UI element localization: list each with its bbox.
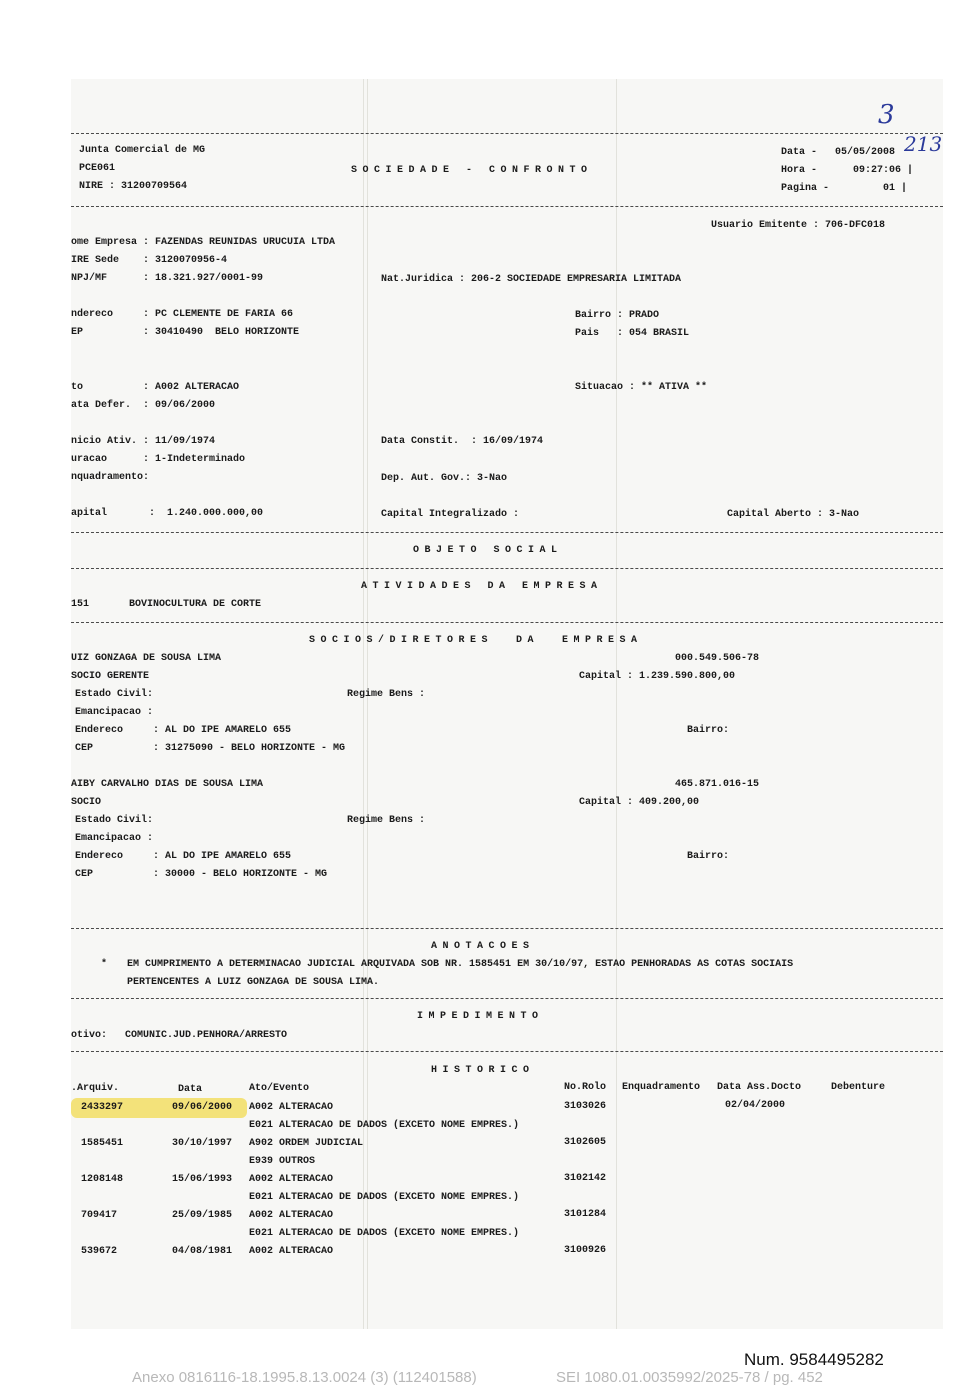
row-rolo: 3101284: [564, 1209, 607, 1220]
separator: [71, 133, 943, 134]
report-page: Pagina - 01 |: [781, 183, 908, 194]
sei-reference: SEI 1080.01.0035992/2025-78 / pg. 452: [556, 1369, 823, 1386]
data-constit: Data Constit. : 16/09/1974: [381, 436, 544, 447]
bairro: Bairro : PRADO: [575, 310, 660, 321]
row-data: 15/06/1993: [172, 1174, 233, 1185]
row-evento: E021 ALTERACAO DE DADOS (EXCETO NOME EMPRES.): [249, 1228, 520, 1239]
separator: [71, 928, 943, 929]
socio-nome: AIBY CARVALHO DIAS DE SOUSA LIMA: [71, 779, 264, 790]
handwritten-page-number: 3: [878, 100, 895, 130]
nome-empresa: ome Empresa : FAZENDAS REUNIDAS URUCUIA LTDA: [71, 237, 336, 248]
socio-bairro: Bairro:: [687, 851, 730, 862]
atividade-code: 151: [71, 599, 90, 610]
cnpj: NPJ/MF : 18.321.927/0001-99: [71, 273, 264, 284]
document-title: SOCIEDADE - CONFRONTO: [351, 165, 593, 176]
socio-emancipacao: Emancipacao :: [75, 833, 154, 844]
row-evento: E021 ALTERACAO DE DADOS (EXCETO NOME EMPRES.): [249, 1120, 520, 1131]
nire-header: NIRE : 31200709564: [79, 181, 188, 192]
row-ato: A002 ALTERACAO: [249, 1174, 334, 1185]
anotacao-bullet: *: [101, 959, 108, 970]
socio-cargo: SOCIO: [71, 797, 102, 808]
row-ato: A002 ALTERACAO: [249, 1102, 334, 1113]
row-arquiv: 2433297: [81, 1102, 124, 1113]
usuario-emitente: Usuario Emitente : 706-DFC018: [711, 220, 886, 231]
socio-capital: Capital : 409.200,00: [579, 797, 700, 808]
row-rolo: 3103026: [564, 1101, 607, 1112]
socio-regime-bens: Regime Bens :: [347, 689, 426, 700]
row-data: 25/09/1985: [172, 1210, 233, 1221]
row-evento: E939 OUTROS: [249, 1156, 316, 1167]
nire-sede: IRE Sede : 3120070956-4: [71, 255, 228, 266]
row-rolo: 3102142: [564, 1173, 607, 1184]
anexo-reference: Anexo 0816116-18.1995.8.13.0024 (3) (112401588): [132, 1369, 477, 1386]
socio-cpf: 000.549.506-78: [675, 653, 760, 664]
separator: [71, 568, 943, 569]
socio-estado-civil: Estado Civil:: [75, 815, 154, 826]
document-number: Num. 9584495282: [744, 1350, 884, 1369]
row-evento: E021 ALTERACAO DE DADOS (EXCETO NOME EMPRES.): [249, 1192, 520, 1203]
row-data: 04/08/1981: [172, 1246, 233, 1257]
socio-regime-bens: Regime Bens :: [347, 815, 426, 826]
section-socios: SOCIOS/DIRETORES DA EMPRESA: [309, 635, 643, 646]
separator: [71, 206, 943, 207]
handwritten-page-number: 213: [904, 132, 943, 156]
col-header-debenture: Debenture: [831, 1082, 886, 1093]
section-impedimento: IMPEDIMENTO: [417, 1011, 544, 1022]
org-name: Junta Comercial de MG: [79, 145, 206, 156]
row-arquiv: 1208148: [81, 1174, 124, 1185]
enquadramento: nquadramento:: [71, 472, 150, 483]
row-arquiv: 709417: [81, 1210, 118, 1221]
separator: [71, 1051, 943, 1052]
fold-line: [616, 79, 617, 1329]
socio-estado-civil: Estado Civil:: [75, 689, 154, 700]
report-date: Data - 05/05/2008: [781, 147, 896, 158]
row-arquiv: 1585451: [81, 1138, 124, 1149]
col-header-rolo: No.Rolo: [564, 1082, 607, 1093]
row-data: 30/10/1997: [172, 1138, 233, 1149]
row-data: 09/06/2000: [172, 1102, 233, 1113]
inicio-ativ: nicio Ativ. : 11/09/1974: [71, 436, 216, 447]
row-ato: A002 ALTERACAO: [249, 1210, 334, 1221]
atividade-desc: BOVINOCULTURA DE CORTE: [129, 599, 262, 610]
pais: Pais : 054 BRASIL: [575, 328, 690, 339]
socio-emancipacao: Emancipacao :: [75, 707, 154, 718]
data-defer: ata Defer. : 09/06/2000: [71, 400, 216, 411]
duracao: uracao : 1-Indeterminado: [71, 454, 246, 465]
socio-nome: UIZ GONZAGA DE SOUSA LIMA: [71, 653, 222, 664]
capital-integralizado: Capital Integralizado :: [381, 509, 520, 520]
socio-capital: Capital : 1.239.590.800,00: [579, 671, 736, 682]
socio-cep: CEP : 31275090 - BELO HORIZONTE - MG: [75, 743, 346, 754]
col-header-ato: Ato/Evento: [249, 1083, 310, 1094]
report-time: Hora - 09:27:06 |: [781, 165, 914, 176]
separator: [71, 622, 943, 623]
socio-cep: CEP : 30000 - BELO HORIZONTE - MG: [75, 869, 328, 880]
section-objeto-social: OBJETO SOCIAL: [413, 545, 563, 556]
scanned-document: [71, 79, 943, 1329]
socio-endereco: Endereco : AL DO IPE AMARELO 655: [75, 725, 292, 736]
anotacao-line: PERTENCENTES A LUIZ GONZAGA DE SOUSA LIMA.: [127, 977, 380, 988]
socio-cpf: 465.871.016-15: [675, 779, 760, 790]
section-historico: HISTORICO: [431, 1065, 535, 1076]
row-ato: A902 ORDEM JUDICIAL: [249, 1138, 364, 1149]
row-rolo: 3100926: [564, 1245, 607, 1256]
endereco: ndereco : PC CLEMENTE DE FARIA 66: [71, 309, 294, 320]
section-atividades: ATIVIDADES DA EMPRESA: [361, 581, 603, 592]
fold-line: [363, 79, 364, 1329]
impedimento-motivo: otivo: COMUNIC.JUD.PENHORA/ARRESTO: [71, 1030, 288, 1041]
socio-cargo: SOCIO GERENTE: [71, 671, 150, 682]
program-code: PCE061: [79, 163, 116, 174]
capital-aberto: Capital Aberto : 3-Nao: [727, 509, 860, 520]
cep: EP : 30410490 BELO HORIZONTE: [71, 327, 300, 338]
fold-line: [367, 79, 368, 1329]
separator: [71, 532, 943, 533]
situacao: Situacao : ** ATIVA **: [575, 382, 708, 393]
row-arquiv: 539672: [81, 1246, 118, 1257]
col-header-arquiv: .Arquiv.: [71, 1083, 120, 1094]
col-header-data: Data: [178, 1084, 203, 1095]
row-ato: A002 ALTERACAO: [249, 1246, 334, 1257]
col-header-ass-docto: Data Ass.Docto: [717, 1082, 802, 1093]
nat-juridica: Nat.Juridica : 206-2 SOCIEDADE EMPRESARIA LIMITADA: [381, 274, 682, 285]
socio-endereco: Endereco : AL DO IPE AMARELO 655: [75, 851, 292, 862]
capital: apital : 1.240.000.000,00: [71, 508, 264, 519]
row-rolo: 3102605: [564, 1137, 607, 1148]
socio-bairro: Bairro:: [687, 725, 730, 736]
section-anotacoes: ANOTACOES: [431, 941, 535, 952]
ato: to : A002 ALTERACAO: [71, 382, 240, 393]
col-header-enquadramento: Enquadramento: [622, 1082, 701, 1093]
separator: [71, 998, 943, 999]
anotacao-line: EM CUMPRIMENTO A DETERMINACAO JUDICIAL ARQUIVADA SOB NR. 1585451 EM 30/10/97, ESTAO PENHORADAS AS COTAS SOCIAIS: [127, 959, 794, 970]
row-ass-docto: 02/04/2000: [725, 1100, 786, 1111]
dep-aut-gov: Dep. Aut. Gov.: 3-Nao: [381, 473, 508, 484]
